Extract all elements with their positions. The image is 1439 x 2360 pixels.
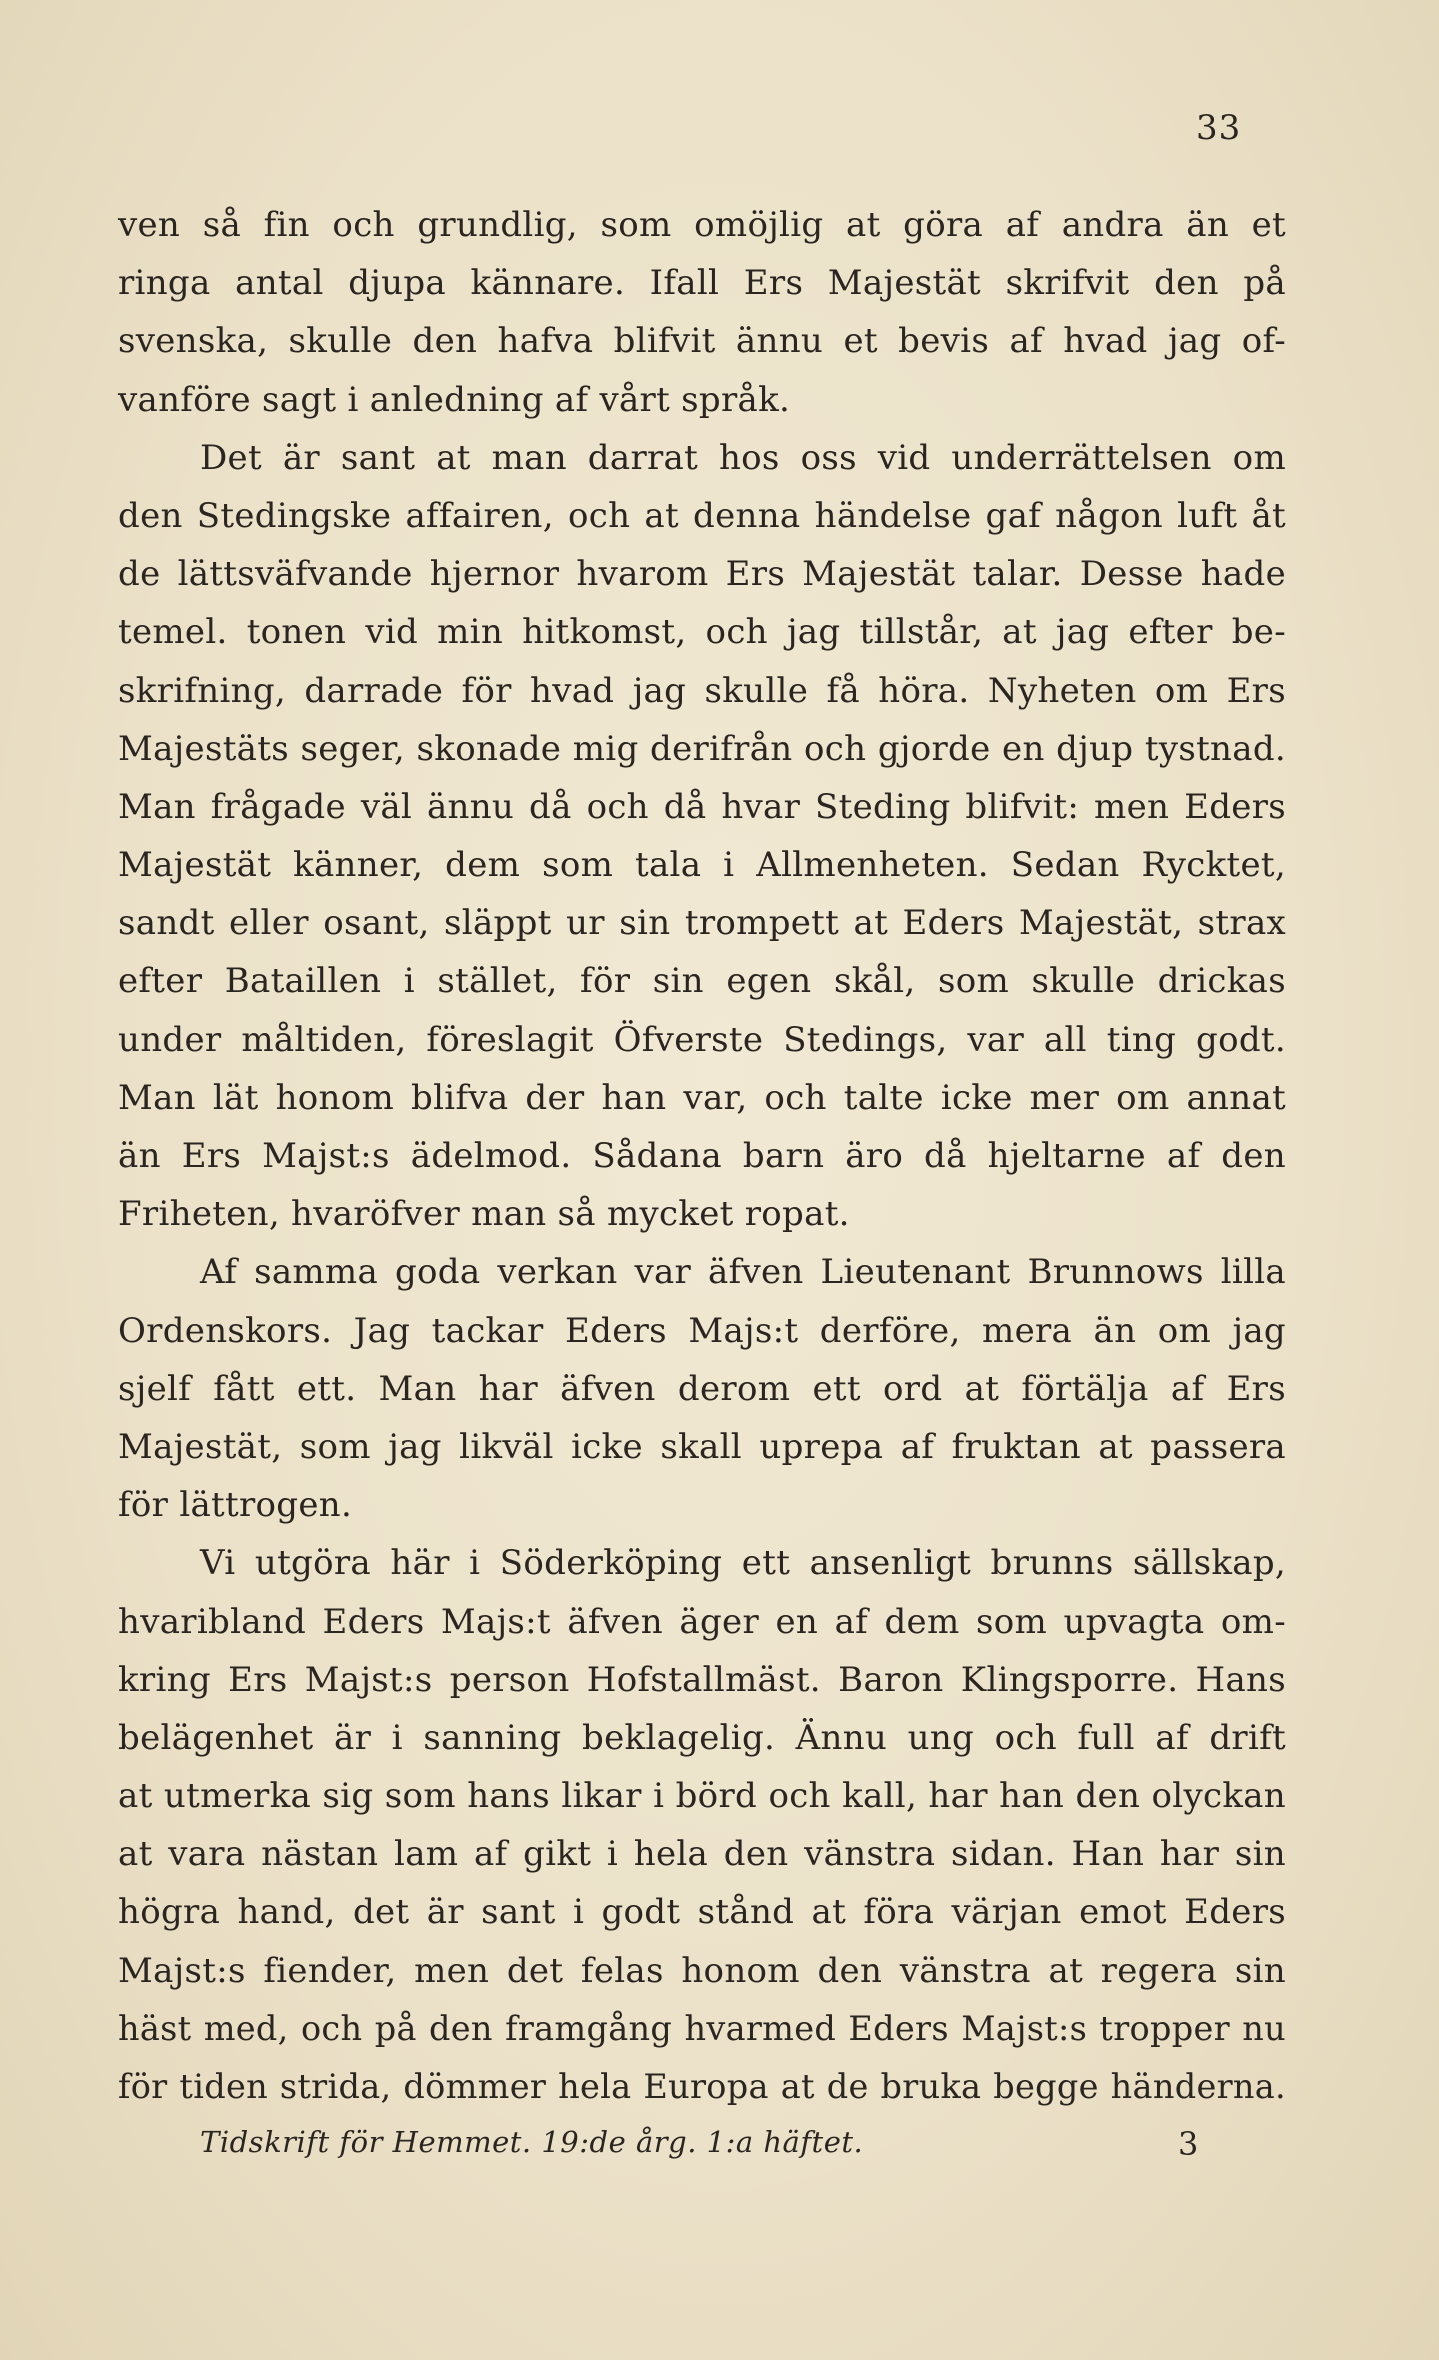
text-line: Majst:s fiender, men det felas honom den vänstra at regera sin [118,1950,1286,1991]
text-line: för tiden strida, dömmer hela Europa at de bruka begge händerna. [118,2067,1286,2106]
text-line: vanföre sagt i anledning af vårt språk. [118,379,791,420]
text-line: ringa antal djupa kännare. Ifall Ers Majestät skrifvit den på [118,263,1286,304]
text-line: häst med, och på den framgång hvarmed Eders Majst:s tropper nu [118,2008,1286,2048]
text-line: Majestät, som jag likväl icke skall uprepa af fruktan at passera [118,1426,1286,1467]
text-line: Det är sant at man darrat hos oss vid underrättelsen om [200,437,1286,478]
text-line: Vi utgöra här i Söderköping ett ansenligt brunns sällskap, [200,1543,1286,1584]
text-line: belägenhet är i sanning beklagelig. Ännu ung och full af drift [118,1717,1286,1758]
text-line: under måltiden, föreslagit Öfverste Stedings, var all ting godt. [118,1019,1286,1060]
text-line: skrifning, darrade för hvad jag skulle få höra. Nyheten om Ers [118,670,1286,711]
text-line: sandt eller osant, släppt ur sin trompett at Eders Majestät, strax [118,903,1286,944]
text-line: sjelf fått ett. Man har äfven derom ett ord at förtälja af Ers [118,1368,1286,1409]
text-line: at utmerka sig som hans likar i börd och kall, har han den olyckan [118,1776,1286,1817]
text-line: at vara nästan lam af gikt i hela den vänstra sidan. Han har sin [118,1834,1286,1875]
text-line: de lättsväfvande hjernor hvarom Ers Majestät talar. Desse hade [118,554,1286,595]
page-number: 33 [1196,108,1242,148]
text-line: kring Ers Majst:s person Hofstallmäst. Baron Klingsporre. Hans [118,1659,1286,1700]
text-line: Majestäts seger, skonade mig derifrån och gjorde en djup tystnad. [118,728,1286,769]
text-line: Man frågade väl ännu då och då hvar Steding blifvit: men Eders [118,786,1286,827]
signature-mark: 3 [1178,2125,1199,2163]
text-line: temel. tonen vid min hitkomst, och jag tillstår, at jag efter be- [118,612,1286,653]
text-line: den Stedingske affairen, och at denna händelse gaf någon luft åt [118,495,1286,536]
text-line: svenska, skulle den hafva blifvit ännu et bevis af hvad jag of- [118,321,1286,362]
text-line: hvaribland Eders Majs:t äfven äger en af dem som upvagta om- [118,1601,1286,1642]
text-line: Af samma goda verkan var äfven Lieutenant Brunnows lilla [200,1252,1286,1293]
text-line: Ordenskors. Jag tackar Eders Majs:t derföre, mera än om jag [118,1310,1286,1351]
text-line: efter Bataillen i stället, för sin egen skål, som skulle drickas [118,961,1286,1002]
text-line: för lättrogen. [118,1485,353,1526]
text-line: Man lät honom blifva der han var, och talte icke mer om annat [118,1077,1286,1118]
body-text [118,196,1286,2116]
text-line: än Ers Majst:s ädelmod. Sådana barn äro då hjeltarne af den [118,1136,1286,1176]
journal-footer: Tidskrift för Hemmet. 19:de årg. 1:a häftet. [200,2125,864,2159]
text-line: Majestät känner, dem som tala i Allmenheten. Sedan Rycktet, [118,845,1286,886]
text-line: Friheten, hvaröfver man så mycket ropat. [118,1194,850,1235]
text-line: ven så fin och grundlig, som omöjlig at göra af andra än et [118,205,1286,245]
text-line: högra hand, det är sant i godt stånd at föra värjan emot Eders [118,1892,1286,1933]
page-footer [200,2125,1200,2175]
